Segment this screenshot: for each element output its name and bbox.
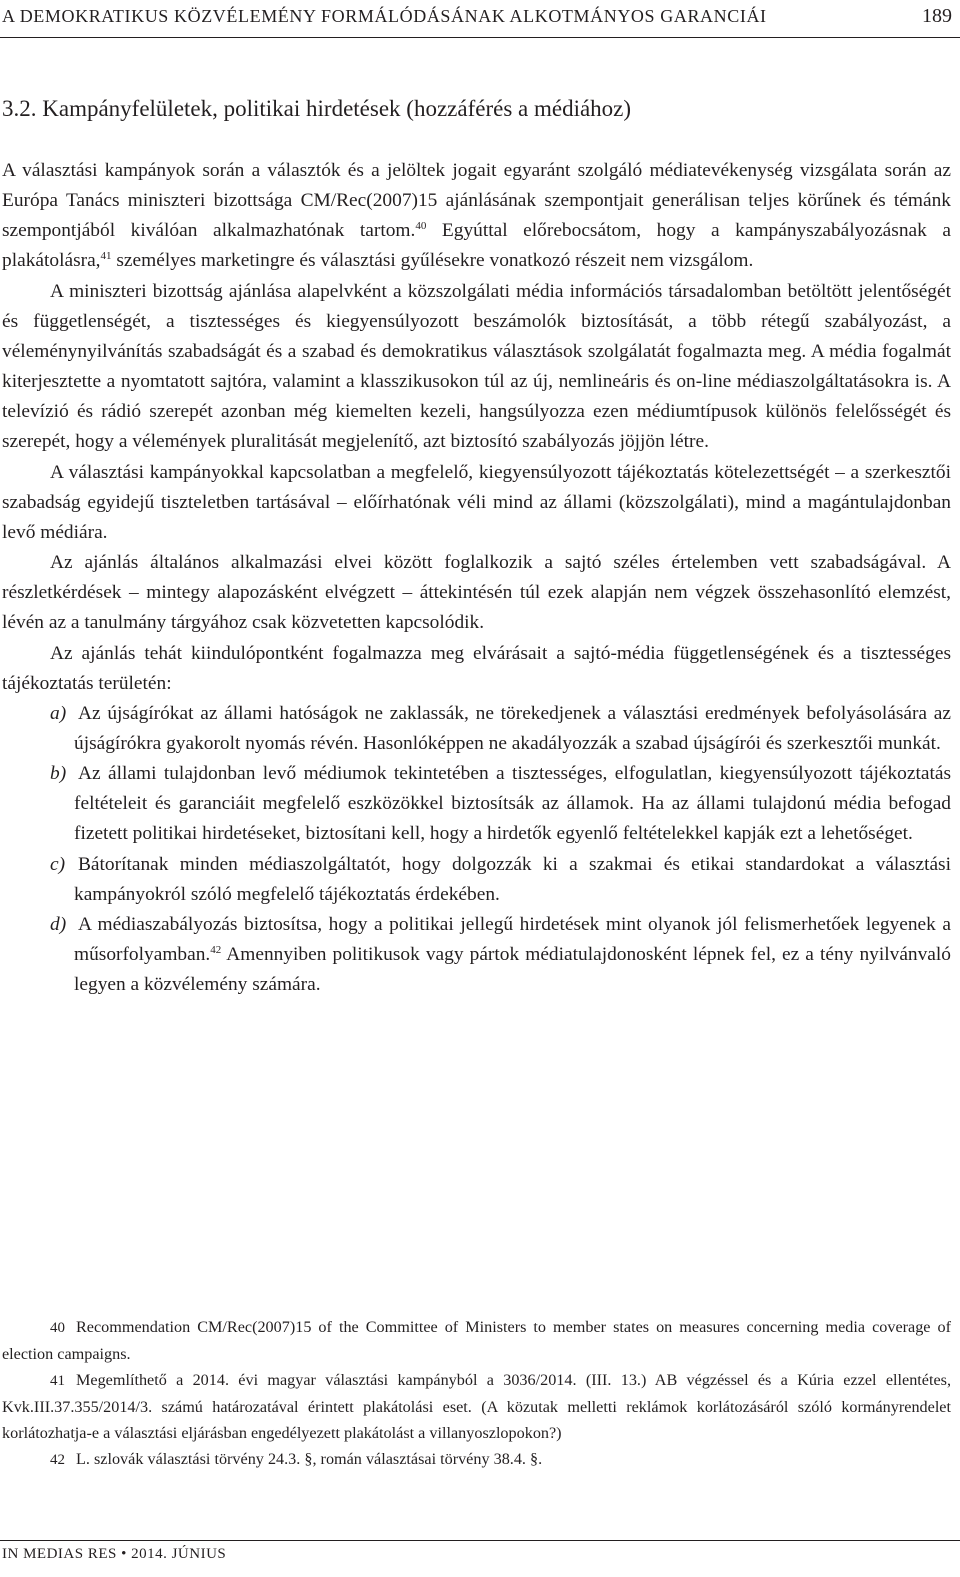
list-marker: b) (50, 763, 67, 785)
list-item (2, 759, 951, 849)
body-text (2, 156, 951, 1000)
text-run: személyes marketingre és választási gyűlésekre vonatkozó részeit nem vizsgálom. (111, 250, 754, 272)
footnote-42 (2, 1447, 951, 1474)
list-marker: d) (50, 913, 67, 935)
paragraph: A miniszteri bizottság ajánlása alapelvként a közszolgálati média információs társadalomban betöltött jelentőségét és függetlenségét, a tisztességes és kiegyensúlyozott beszámolók biztosítását, a több rétegű szabályozást, a véleménynyilvánítás szabadságát és a szabad és demokratikus választások szolgálatát fogalmazta meg. A média fogalmát kiterjesztette a nyomtatott sajtóra, valamint a klasszikusokon túl az új, nemlineáris és on-line médiaszolgáltatásokra is. A televízió és rádió szerepét azonban még kiemelten kezeli, hangsúlyozza ezen médiumtípusok különös felelősségét és szerepét, hogy a vélemények pluralitását megjelenítő, azt biztosító szabályozás jöjjön létre. (2, 280, 951, 453)
paragraph: Az ajánlás tehát kiindulópontként fogalmazza meg elvárásait a sajtó-média függetlenségének és a tisztességes tájékoztatás területén: (2, 642, 951, 694)
footnote-text: L. szlovák választási törvény 24.3. §, román választásai törvény 38.4. §. (76, 1449, 543, 1468)
footnote-number: 41 (50, 1372, 65, 1389)
footnote-40 (2, 1315, 951, 1368)
footnotes (2, 1315, 951, 1473)
paragraph (2, 156, 951, 277)
footer-divider (0, 1540, 960, 1541)
text-run: A választási kampányok során a választók és a jelöltek jogait egyaránt szolgáló médiatevékenység vizsgálata során az Európa Tanács miniszteri bizottsága CM/Rec(2007)15 ajánlásának szempontjait generálisan teljes körűnek és témánk szempontjából kiválóan alkalmazhatónak tartom. (2, 160, 951, 242)
section-heading: 3.2. Kampányfelületek, politikai hirdetések (hozzáférés a médiához) (2, 96, 632, 121)
text-run: A médiaszabályozás biztosítsa, hogy a politikai jellegű hirdetések mint olyanok jól felismerhetőek legyenek a műsorfolyamban. (74, 913, 951, 966)
text-run: Egyúttal előrebocsátom, hogy a kampányszabályozásnak a plakátolásra, (2, 220, 951, 272)
text-run: Amennyiben politikusok vagy pártok médiatulajdonosként lépnek fel, ez a tény nyilvánvaló legyen a közvélemény számára. (74, 944, 951, 996)
footnote-number: 42 (50, 1451, 65, 1468)
page-number: 189 (922, 5, 952, 27)
list-item (2, 699, 951, 759)
list-item (2, 850, 951, 910)
list-marker: c) (50, 853, 66, 875)
footnote-41 (2, 1368, 951, 1447)
list-text: Az újságírókat az állami hatóságok ne zaklassák, ne törekedjenek a választási eredmények befolyásolására az újságírókra gyakorolt nyomás révén. Hasonlóképpen ne akadályozzák a szabad újságírói és szerkesztői munkát. (74, 702, 951, 754)
running-title: A DEMOKRATIKUS KÖZVÉLEMÉNY FORMÁLÓDÁSÁNAK ALKOTMÁNYOS GARANCIÁI (2, 6, 767, 26)
paragraph: A választási kampányokkal kapcsolatban a megfelelő, kiegyensúlyozott tájékoztatás kötelezettségét – a szerkesztői szabadság egyidejű tiszteletben tartásával – előírhatónak véli mind az állami (közszolgálati), mind a magántulajdonban levő médiára. (2, 461, 951, 543)
footnote-ref-42[interactable]: 42 (210, 944, 222, 957)
list-item (2, 910, 951, 1000)
list-text (74, 910, 951, 1000)
footnote-ref-41[interactable]: 41 (100, 250, 112, 263)
header-divider (0, 37, 960, 38)
footnote-ref-40[interactable]: 40 (415, 220, 427, 233)
list-text: Bátorítanak minden médiaszolgáltatót, hogy dolgozzák ki a szakmai és etikai standardokat a választási kampányokról szóló megfelelő tájékoztatás érdekében. (74, 853, 951, 905)
footnote-number: 40 (50, 1320, 65, 1336)
page-footer: IN MEDIAS RES • 2014. JÚNIUS (2, 1546, 227, 1562)
footnote-text: Recommendation CM/Rec(2007)15 of the Committee of Ministers to member states on measures concerning media coverage of election campaigns. (2, 1318, 951, 1363)
list-marker: a) (50, 702, 67, 724)
paragraph: Az ajánlás általános alkalmazási elvei között foglalkozik a sajtó széles értelemben vett szabadságával. A részletkérdések – mintegy alapozásként elvégzett – áttekintésén túl ezek alapján nem végzek összehasonlító elemzést, lévén az a tanulmány tárgyához csak közvetetten kapcsolódik. (2, 552, 951, 634)
list-text: Az állami tulajdonban levő médiumok tekintetében a tisztességes, elfogulatlan, kiegyensúlyozott tájékoztatás feltételeit és garanciáit megfelelő eszközökkel biztosítsák az államok. Ha az állami tulajdonú média befogad fizetett politikai hirdetéseket, biztosítani kell, hogy a hirdetők egyenlő feltételekkel kapják ezt a lehetőséget. (74, 763, 951, 845)
page-header (0, 0, 960, 38)
footnote-text: Megemlíthető a 2014. évi magyar választási kampányból a 3036/2014. (III. 13.) AB végzéssel és a Kúria ezzel ellentétes, Kvk.III.37.355/2014/3. számú határozatával érintett plakátolási eset. (A közutak melletti reklámok korlátozásáról szóló kormányrendelet korlátozhatja-e a választási eljárásban engedélyezett plakátolást a villanyoszlopokon?) (2, 1370, 951, 1442)
